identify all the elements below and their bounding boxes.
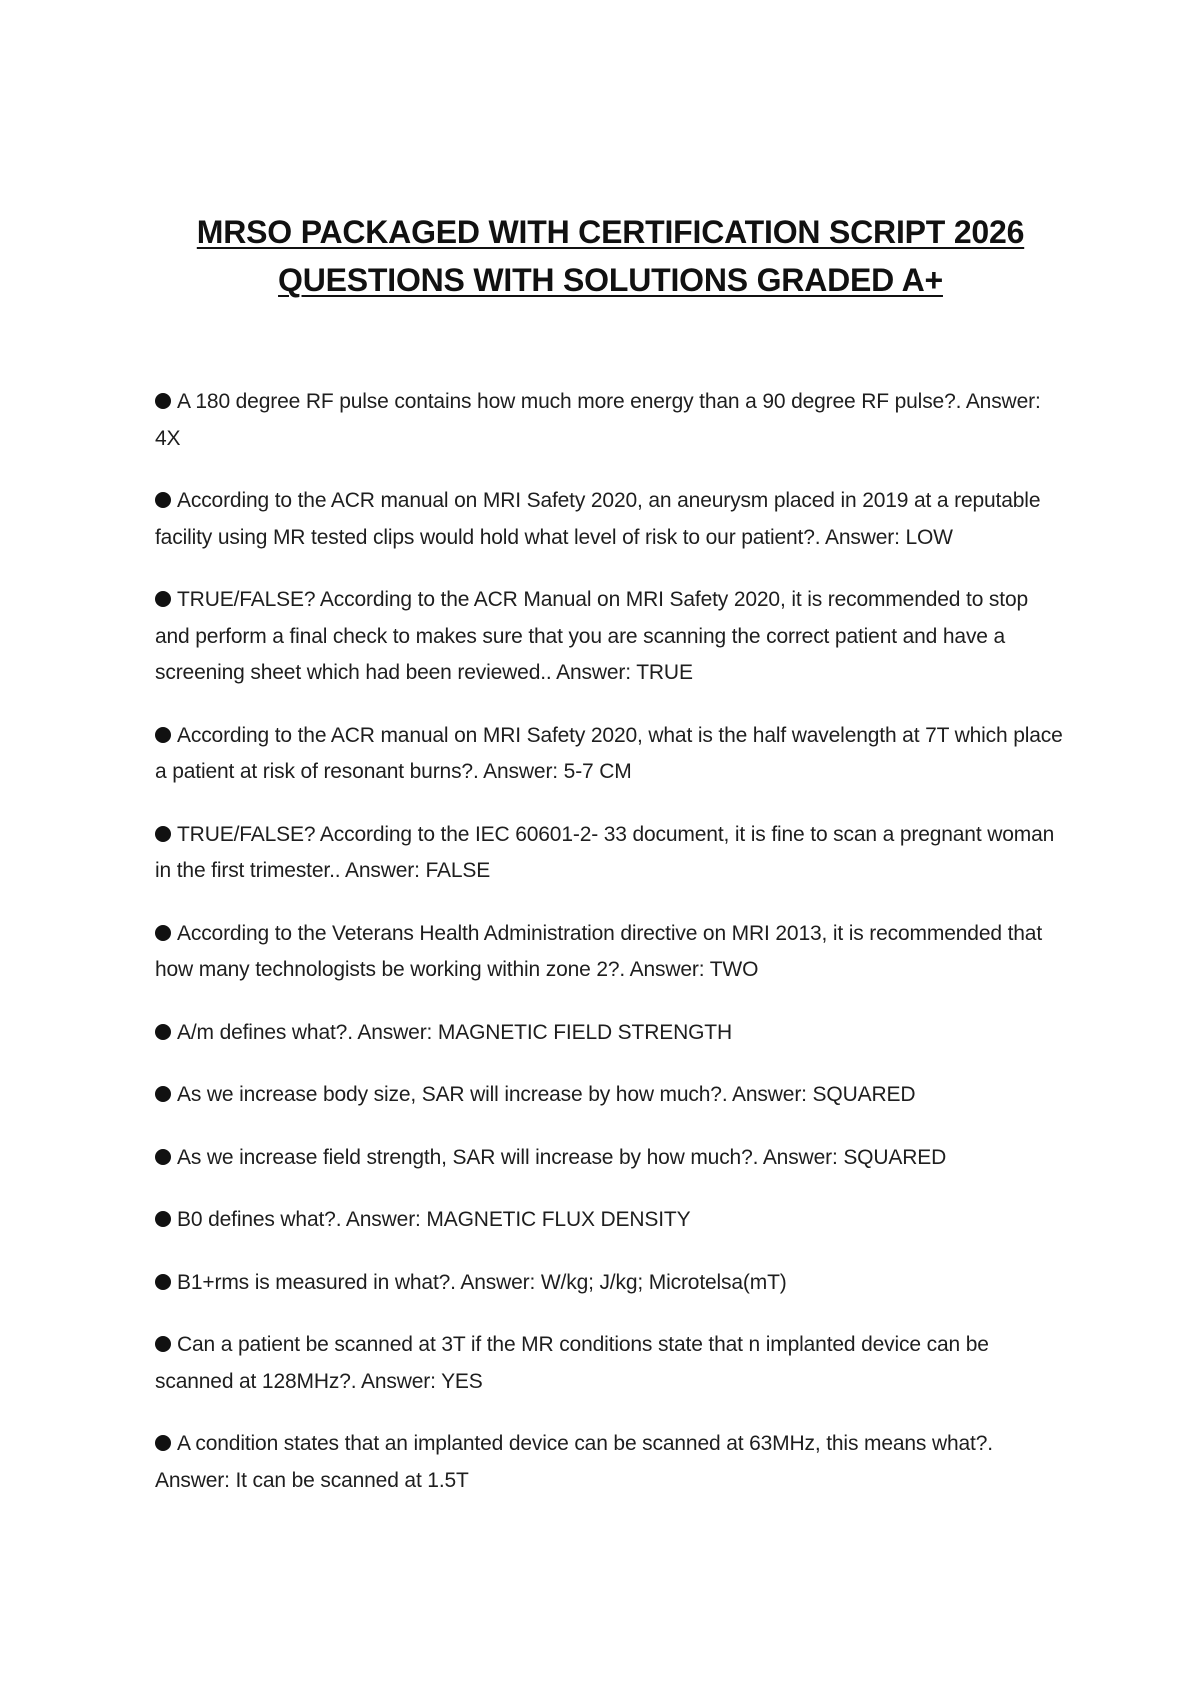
qa-text: A condition states that an implanted device can be scanned at 63MHz, this means what?. Answer: It can be scanned at 1.5T — [155, 1432, 993, 1492]
list-item — [155, 1077, 1066, 1114]
list-item — [155, 1015, 1066, 1052]
qa-text: A/m defines what?. Answer: MAGNETIC FIELD STRENGTH — [177, 1020, 732, 1044]
bullet-icon — [155, 591, 171, 607]
list-item — [155, 1265, 1066, 1302]
bullet-icon — [155, 492, 171, 508]
list-item — [155, 582, 1066, 692]
list-item — [155, 1202, 1066, 1239]
qa-text: A 180 degree RF pulse contains how much more energy than a 90 degree RF pulse?. Answer: 4X — [155, 390, 1041, 450]
qa-text: TRUE/FALSE? According to the IEC 60601-2- 33 document, it is fine to scan a pregnant woman in the first trimester.. Answer: FALSE — [155, 822, 1055, 882]
bullet-icon — [155, 393, 171, 409]
list-item — [155, 916, 1066, 989]
bullet-icon — [155, 826, 171, 842]
bullet-icon — [155, 925, 171, 941]
title-line-1: MRSO PACKAGED WITH CERTIFICATION SCRIPT 2026 — [196, 214, 1025, 250]
qa-text: According to the ACR manual on MRI Safety 2020, an aneurysm placed in 2019 at a reputable facility using MR tested clips would hold what level of risk to our patient?. Answer: LOW — [155, 489, 1041, 549]
qa-list — [155, 384, 1066, 1499]
qa-text: According to the Veterans Health Administration directive on MRI 2013, it is recommended that how many technologists be working within zone 2?. Answer: TWO — [155, 921, 1043, 981]
list-item — [155, 384, 1066, 457]
qa-text: As we increase body size, SAR will increase by how much?. Answer: SQUARED — [177, 1083, 916, 1106]
title-line-2: QUESTIONS WITH SOLUTIONS GRADED A+ — [278, 262, 943, 298]
qa-text: According to the ACR manual on MRI Safety 2020, what is the half wavelength at 7T which place a patient at risk of resonant burns?. Answer: 5-7 CM — [155, 723, 1063, 783]
list-item — [155, 483, 1066, 556]
list-item — [155, 1140, 1066, 1177]
qa-text: As we increase field strength, SAR will increase by how much?. Answer: SQUARED — [177, 1145, 947, 1169]
bullet-icon — [155, 1211, 171, 1227]
bullet-icon — [155, 1149, 171, 1165]
bullet-icon — [155, 1274, 171, 1290]
list-item — [155, 1426, 1066, 1499]
bullet-icon — [155, 727, 171, 743]
list-item — [155, 718, 1066, 791]
list-item — [155, 817, 1066, 890]
document-title — [155, 208, 1066, 304]
qa-text: B0 defines what?. Answer: MAGNETIC FLUX DENSITY — [177, 1208, 691, 1231]
list-item — [155, 1327, 1066, 1400]
qa-text: Can a patient be scanned at 3T if the MR conditions state that n implanted device can be scanned at 128MHz?. Answer: YES — [155, 1333, 989, 1393]
qa-text: B1+rms is measured in what?. Answer: W/kg; J/kg; Microtelsa(mT) — [177, 1270, 787, 1294]
bullet-icon — [155, 1086, 171, 1102]
bullet-icon — [155, 1435, 171, 1451]
bullet-icon — [155, 1336, 171, 1352]
qa-text: TRUE/FALSE? According to the ACR Manual on MRI Safety 2020, it is recommended to stop and perform a final check to makes sure that you are scanning the correct patient and have a screening sheet which had been reviewed.. Answer: TRUE — [155, 588, 1029, 684]
bullet-icon — [155, 1024, 171, 1040]
